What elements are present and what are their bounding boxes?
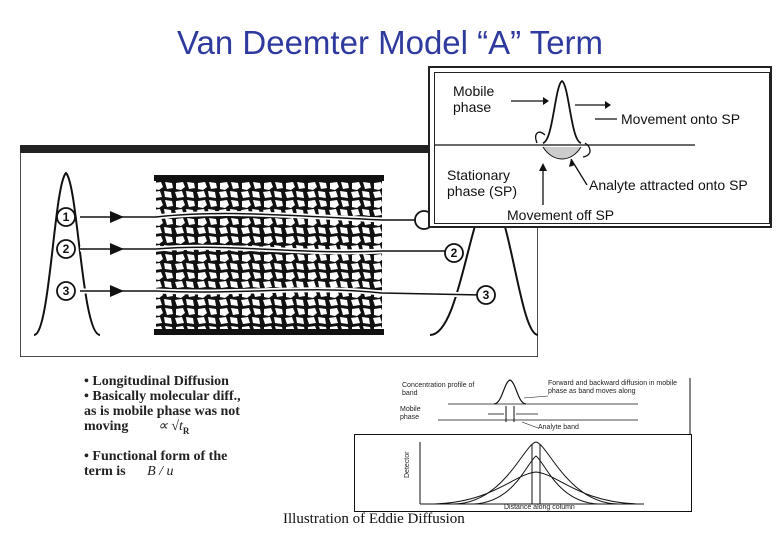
sqrt-formula-subscript: R <box>182 425 190 436</box>
movement-onto-sp-label: Movement onto SP <box>621 111 741 127</box>
stationary-phase-label: Stationary phase (SP) <box>447 167 518 199</box>
figure-caption: Illustration of Eddie Diffusion <box>283 511 465 527</box>
slide-title: Van Deemter Model “A” Term <box>176 24 604 61</box>
concentration-profile-label: Concentration profile of band <box>402 382 475 397</box>
path-number-2: 2 <box>62 242 70 256</box>
bullet-line-1: • Longitudinal Diffusion <box>84 374 229 389</box>
movement-off-sp-label: Movement off SP <box>507 207 615 223</box>
band-broadening-graph <box>354 434 692 512</box>
sqrt-formula: ∝ √t <box>157 419 183 434</box>
analyte-attracted-label: Analyte attracted onto SP <box>589 177 748 193</box>
path-number-2-out: 2 <box>450 246 458 260</box>
bullet-line-2: • Basically molecular diff., <box>84 389 241 404</box>
bullet-line-6-text: term is <box>84 463 126 479</box>
bullet-line-5: • Functional form of the <box>84 448 228 464</box>
path-number-3: 3 <box>62 284 70 298</box>
longitudinal-diffusion-bullets <box>84 374 364 479</box>
bullet-line-4 <box>84 419 364 439</box>
analyte-band-label: Analyte band <box>538 424 579 431</box>
bullet-line-3: as is mobile phase was not <box>84 404 240 419</box>
mobile-phase-label: Mobile phase <box>453 83 495 115</box>
path-number-3-out: 3 <box>482 288 490 302</box>
forward-backward-diffusion-label: Forward and backward diffusion in mobile phase as band moves along <box>548 380 678 395</box>
packed-bed <box>156 179 382 331</box>
mobile-phase-small-label: Mobile phase <box>400 406 421 421</box>
b-over-u-formula: B / u <box>147 463 174 479</box>
graph-y-label: Detector <box>404 451 411 478</box>
stationary-phase-diagram <box>428 66 772 228</box>
graph-x-label: Distance along column <box>504 504 575 511</box>
path-number-1: 1 <box>62 210 70 224</box>
bullet-line-6 <box>84 464 364 479</box>
concentration-profile-diagram <box>398 378 698 434</box>
bullet-line-4-text: moving <box>84 419 129 434</box>
